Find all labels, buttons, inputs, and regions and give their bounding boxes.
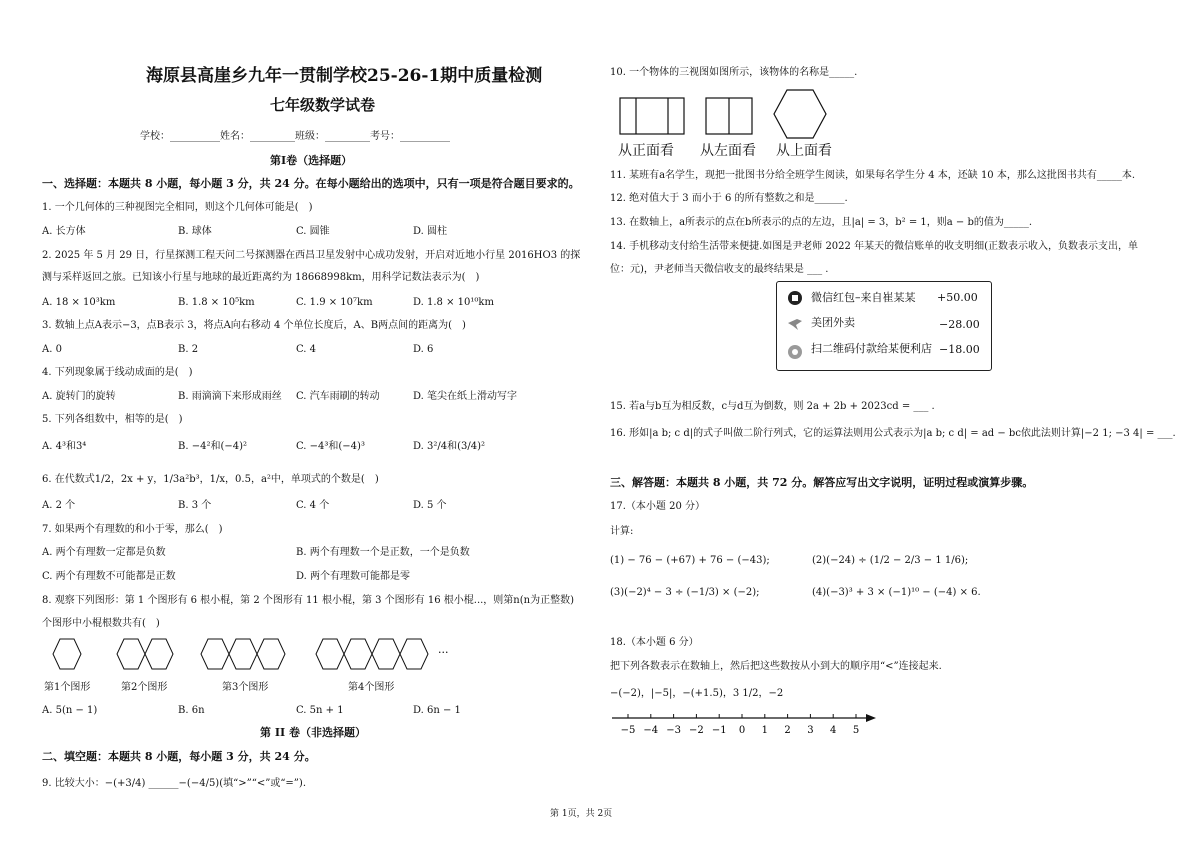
q1-stem: 1. 一个几何体的三种视图完全相同，则这个几何体可能是( ): [42, 202, 313, 213]
q17-part-4: (4)(−3)³ + 3 × (−1)¹⁰ − (−4) × 6.: [812, 587, 981, 598]
q3-option-b: B. 2: [178, 344, 199, 355]
q6-option-b: B. 3 个: [178, 500, 212, 511]
q8-figure-3-label: 第3个图形: [222, 682, 269, 693]
q5-option-b: B. −4²和(−4)²: [178, 441, 248, 452]
axis-tick-label: 4: [830, 725, 837, 736]
q1-option-c: C. 圆锥: [296, 226, 330, 237]
axis-tick-label: −5: [620, 725, 636, 736]
number-line-arrow: [866, 714, 876, 722]
q6-option-c: C. 4 个: [296, 500, 330, 511]
bill-item-3-label: 扫二维码付款给某便利店: [811, 342, 932, 355]
axis-tick-label: −3: [666, 725, 681, 736]
q8-option-b: B. 6n: [178, 705, 205, 716]
axis-tick-label: 5: [852, 725, 860, 736]
figure-ellipsis: ···: [438, 646, 449, 659]
axis-tick-label: −1: [711, 725, 727, 736]
q2-option-a: A. 18 × 10³km: [42, 297, 116, 308]
q3-stem: 3. 数轴上点A表示−3，点B表示 3，将点A向右移动 4 个单位长度后，A、B两点间的距离为( ): [42, 320, 466, 331]
q17-part-1: (1) − 76 − (+67) + 76 − (−43);: [610, 555, 770, 566]
q13-text: 13. 在数轴上，a所表示的点在b所表示的点的左边，且|a| = 3，b² = 1，则a − b的值为_____.: [610, 217, 1033, 228]
q3-option-c: C. 4: [296, 344, 317, 355]
q8-option-d: D. 6n − 1: [413, 705, 461, 716]
q4-option-a: A. 旋转门的旋转: [42, 391, 116, 402]
axis-tick-label: 2: [784, 725, 791, 736]
q7-option-a: A. 两个有理数一定都是负数: [42, 547, 166, 558]
part1-heading: 第Ⅰ卷（选择题）: [270, 154, 353, 167]
delivery-icon: [788, 319, 802, 330]
q16-text: 16. 形如|a b; c d|的式子叫做二阶行列式，它的运算法则用公式表示为|a b; c d| = ad − bc依此法则计算|−2 1; −3 4| = ___.: [610, 428, 1176, 439]
student-info-line: 学校：__________姓名：_________班级：_________考号：__________: [140, 131, 450, 142]
q3-option-d: D. 6: [413, 344, 434, 355]
q7-stem: 7. 如果两个有理数的和小于零，那么( ): [42, 524, 223, 535]
q8-stem-line2: 个图形中小棍根数共有( ): [42, 618, 160, 629]
axis-tick-label: −2: [689, 725, 704, 736]
q6-option-d: D. 5 个: [413, 500, 447, 511]
bill-item-1-label: 微信红包–来自崔某某: [811, 291, 916, 304]
view-left-label: 从左面看: [700, 143, 756, 159]
q8-option-a: A. 5(n − 1): [42, 705, 98, 716]
q9-text: 9. 比较大小：−(+3/4) ______−(−4/5)(填“>”“<”或“=”).: [42, 778, 306, 789]
q8-option-c: C. 5n + 1: [296, 705, 344, 716]
bill-item-2-amount: −28.00: [939, 318, 980, 331]
q14-text-line2: 位：元)，尹老师当天微信收支的最终结果是 ___ .: [610, 264, 829, 275]
q5-option-a: A. 4³和3⁴: [42, 441, 87, 452]
section2-title: 二、填空题：本题共 8 小题，每小题 3 分，共 24 分。: [42, 750, 316, 763]
q12-text: 12. 绝对值大于 3 而小于 6 的所有整数之和是______.: [610, 193, 848, 204]
q6-stem: 6. 在代数式1/2，2x + y，1/3a²b³，1/x，0.5，a²中，单项式的个数是( ): [42, 474, 379, 485]
q2-option-c: C. 1.9 × 10⁷km: [296, 297, 373, 308]
q18-instruction: 把下列各数表示在数轴上，然后把这些数按从小到大的顺序用“<”连接起来.: [610, 661, 942, 672]
section1-title: 一、选择题：本题共 8 小题，每小题 3 分，共 24 分。在每小题给出的选项中，只有一项是符合题目要求的。: [42, 177, 580, 190]
q18-numbers: −(−2)，|−5|，−(+1.5)，3 1/2，−2: [610, 688, 784, 699]
q5-stem: 5. 下列各组数中，相等的是( ): [42, 414, 183, 425]
part2-heading: 第 II 卷（非选择题）: [260, 726, 366, 739]
hexagon-stick-figures: [38, 632, 458, 678]
q1-option-a: A. 长方体: [42, 226, 86, 237]
q8-figure-1-label: 第1个图形: [44, 682, 91, 693]
q7-option-d: D. 两个有理数可能都是零: [296, 571, 411, 582]
bill-item-3-amount: −18.00: [939, 343, 980, 356]
q17-part-2: (2)(−24) ÷ (1/2 − 2/3 − 1 1/6);: [812, 555, 969, 566]
q2-stem-line2: 测与采样返回之旅。已知该小行星与地球的最近距离约为 18668998km，用科学记数法表示为( ): [42, 272, 480, 283]
q2-option-d: D. 1.8 × 10¹⁰km: [413, 297, 494, 308]
q18-heading: 18.（本小题 6 分）: [610, 637, 699, 648]
axis-tick-label: 3: [807, 725, 814, 736]
q5-option-d: D. 3²/4和(3/4)²: [413, 441, 486, 452]
q8-stem-line1: 8. 观察下列图形：第 1 个图形有 6 根小棍，第 2 个图形有 11 根小棍，第 3 个图形有 16 根小棍...，则第n(n为正整数): [42, 595, 574, 606]
q15-text: 15. 若a与b互为相反数，c与d互为倒数，则 2a + 2b + 2023cd = ___ .: [610, 401, 935, 412]
q1-option-d: D. 圆柱: [413, 226, 448, 237]
bill-icons: [787, 290, 803, 362]
q8-figure-4-label: 第4个图形: [348, 682, 395, 693]
q7-option-c: C. 两个有理数不可能都是正数: [42, 571, 176, 582]
q4-option-c: C. 汽车雨刷的转动: [296, 391, 380, 402]
axis-tick-label: 0: [738, 725, 746, 736]
exam-title: 海原县高崖乡九年一贯制学校25-26-1期中质量检测: [146, 66, 543, 86]
q4-option-d: D. 笔尖在纸上滑动写字: [413, 391, 518, 402]
q4-stem: 4. 下列现象属于线动成面的是( ): [42, 367, 193, 378]
q17-calc-label: 计算:: [610, 526, 634, 537]
view-top-label: 从上面看: [776, 143, 832, 159]
page-footer: 第 1页，共 2页: [550, 809, 613, 819]
q2-stem-line1: 2. 2025 年 5 月 29 日，行星探测工程天问二号探测器在西昌卫星发射中心成功发射，开启对近地小行星 2016HO3 的探: [42, 250, 581, 261]
q11-text: 11. 某班有a名学生，现把一批图书分给全班学生阅读，如果每名学生分 4 本，还缺 10 本，那么这批图书共有_____本.: [610, 170, 1136, 181]
q4-option-b: B. 雨滴滴下来形成雨丝: [178, 391, 282, 402]
axis-tick-label: 1: [761, 725, 768, 736]
view-front-label: 从正面看: [618, 143, 674, 159]
q8-figure-2-label: 第2个图形: [121, 682, 168, 693]
q3-option-a: A. 0: [42, 344, 62, 355]
q7-option-b: B. 两个有理数一个是正数，一个是负数: [296, 547, 470, 558]
q17-part-3: (3)(−2)⁴ − 3 ÷ (−1/3) × (−2);: [610, 587, 760, 598]
exam-subtitle: 七年级数学试卷: [270, 96, 376, 114]
wechat-bill-panel: [776, 281, 992, 371]
q17-heading: 17.（本小题 20 分）: [610, 501, 705, 512]
q5-option-c: C. −4³和(−4)³: [296, 441, 365, 452]
bill-item-2-label: 美团外卖: [811, 316, 855, 329]
q2-option-b: B. 1.8 × 10⁵km: [178, 297, 255, 308]
bill-item-1-amount: +50.00: [937, 291, 978, 304]
q1-option-b: B. 球体: [178, 226, 212, 237]
three-views-figure: [616, 88, 846, 140]
q6-option-a: A. 2 个: [42, 500, 76, 511]
axis-tick-label: −4: [643, 725, 659, 736]
number-line: [608, 706, 888, 742]
q10-text: 10. 一个物体的三视图如图所示，该物体的名称是_____.: [610, 67, 858, 78]
q14-text-line1: 14. 手机移动支付给生活带来便捷.如图是尹老师 2022 年某天的微信账单的收支明细(正数表示收入，负数表示支出，单: [610, 241, 1138, 252]
section3-title: 三、解答题：本题共 8 小题，共 72 分。解答应写出文字说明，证明过程或演算步骤。: [610, 476, 1034, 489]
